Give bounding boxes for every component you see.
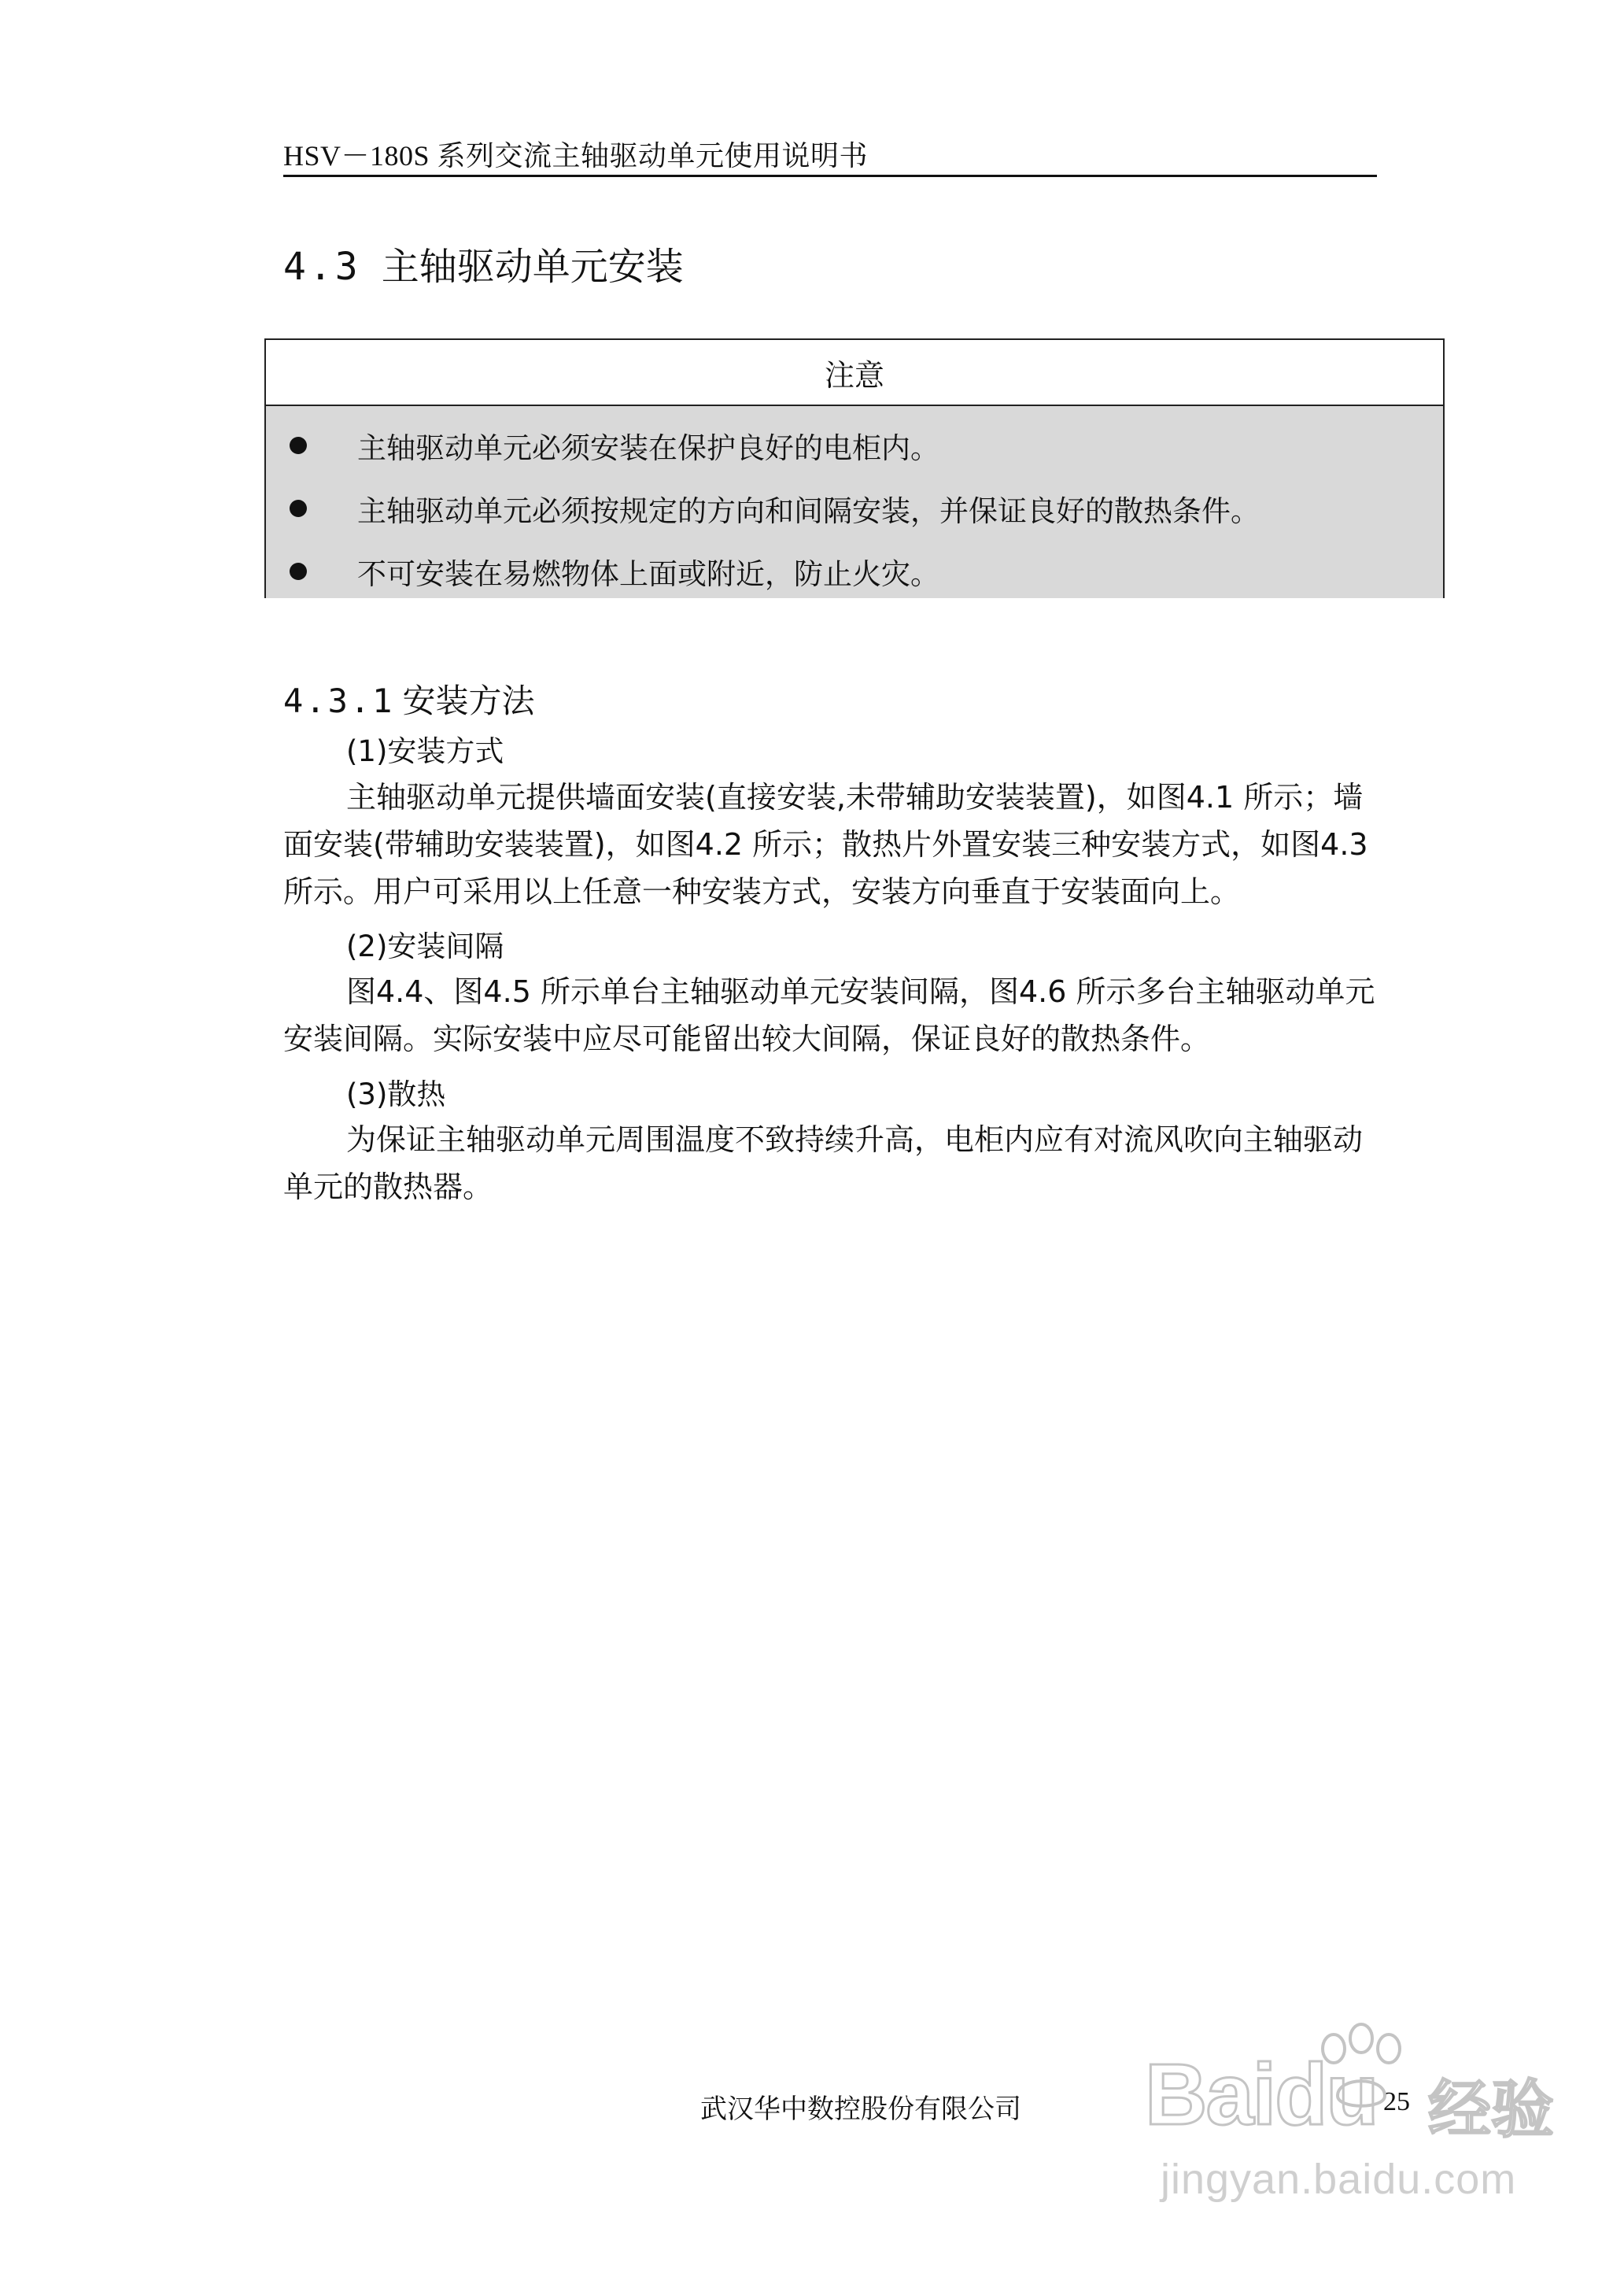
header-divider xyxy=(283,175,1377,177)
notice-item-text: 主轴驱动单元必须按规定的方向和间隔安装，并保证良好的散热条件。 xyxy=(357,494,1260,528)
bullet-icon xyxy=(290,563,307,580)
subsection-heading xyxy=(283,675,534,722)
notice-item-text: 不可安装在易燃物体上面或附近，防止火灾。 xyxy=(357,557,939,591)
notice-box xyxy=(264,338,1445,598)
notice-item xyxy=(266,414,1443,477)
watermark-label: 经验 xyxy=(1428,2073,1554,2146)
notice-item-text: 主轴驱动单元必须安装在保护良好的电柜内。 xyxy=(357,431,939,465)
paragraph-line: 安装间隔。实际安装中应尽可能留出较大间隔，保证良好的散热条件。 xyxy=(283,1022,1211,1056)
bullet-icon xyxy=(290,500,307,517)
watermark-url: jingyan.baidu.com xyxy=(1161,2156,1517,2203)
paragraph-line: 所示。用户可采用以上任意一种安装方式，安装方向垂直于安装面向上。 xyxy=(283,874,1241,909)
watermark xyxy=(1145,2037,1570,2226)
notice-heading: 注意 xyxy=(266,340,1443,406)
paragraph-line: 面安装(带辅助安装装置)，如图4.2 所示；散热片外置安装三种安装方式，如图4.3 xyxy=(283,827,1368,862)
document-header-title: HSV－180S 系列交流主轴驱动单元使用说明书 xyxy=(283,140,869,172)
footer-company: 武汉华中数控股份有限公司 xyxy=(700,2094,1021,2125)
notice-item xyxy=(266,540,1443,603)
install-mode-label: (1)安装方式 xyxy=(346,734,504,768)
bullet-icon xyxy=(290,437,307,454)
watermark-logo: Baidu xyxy=(1145,2046,1378,2143)
section-title: 主轴驱动单元安装 xyxy=(381,245,684,289)
paragraph-line: 图4.4、图4.5 所示单台主轴驱动单元安装间隔，图4.6 所示多台主轴驱动单元 xyxy=(346,974,1375,1009)
paragraph-line: 单元的散热器。 xyxy=(283,1170,493,1204)
notice-body xyxy=(266,406,1443,598)
subsection-number: 4.3.1 xyxy=(283,682,395,720)
heat-dissipation-label: (3)散热 xyxy=(346,1077,446,1111)
subsection-title: 安装方法 xyxy=(402,682,535,720)
paragraph-line: 为保证主轴驱动单元周围温度不致持续升高，电柜内应有对流风吹向主轴驱动 xyxy=(346,1122,1364,1157)
install-spacing-label: (2)安装间隔 xyxy=(346,929,504,963)
notice-item xyxy=(266,477,1443,540)
section-number: 4.3 xyxy=(283,245,361,289)
page-number: 25 xyxy=(1383,2087,1410,2116)
paragraph-line: 主轴驱动单元提供墙面安装(直接安装,未带辅助安装装置)，如图4.1 所示；墙 xyxy=(346,780,1364,815)
section-heading xyxy=(283,236,684,290)
